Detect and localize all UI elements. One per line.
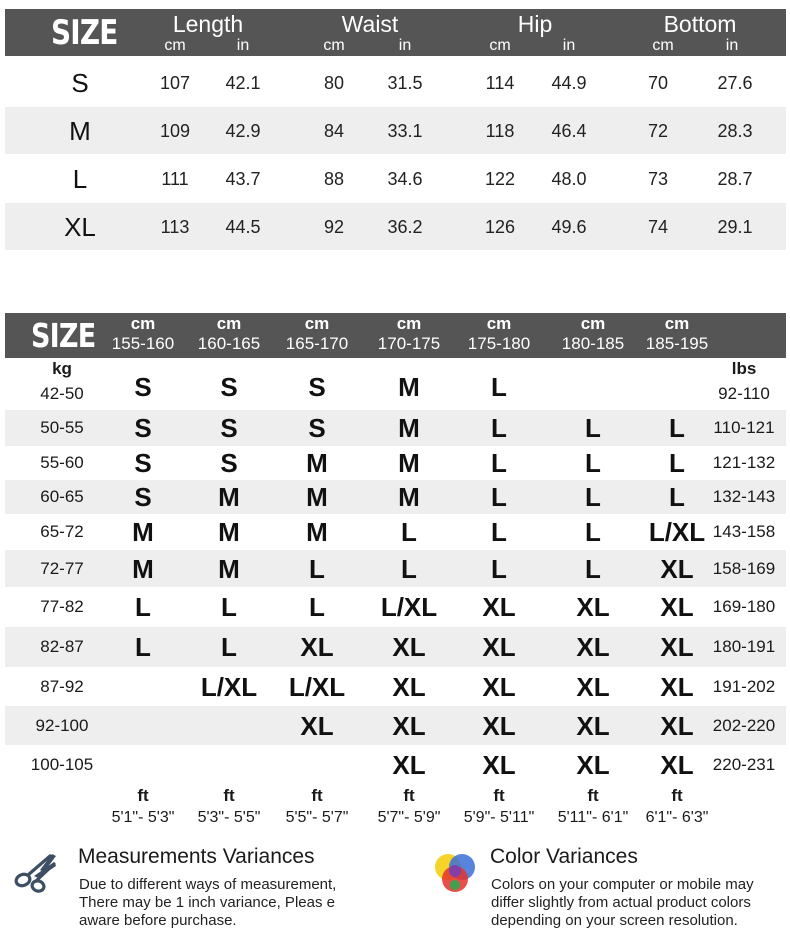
size-cell: S	[134, 372, 152, 402]
weight-range-kg: 50-55	[40, 418, 84, 437]
weight-range-kg: 42-50	[40, 384, 84, 403]
size-cell: XL	[576, 711, 610, 741]
measurement-value: 27.6	[717, 73, 753, 93]
size-cell: L	[309, 592, 325, 622]
measurement-value: 43.7	[225, 169, 261, 189]
measurement-value: 107	[159, 73, 191, 93]
measurement-value: 111	[161, 169, 189, 189]
size-cell: L	[221, 632, 237, 662]
height-range: 155-160	[111, 334, 175, 353]
size-cell: XL	[300, 632, 334, 662]
size-row	[5, 667, 786, 706]
size-cell: S	[134, 413, 152, 443]
size-cell: M	[218, 554, 240, 584]
size-cell: XL	[482, 672, 516, 702]
size-label: L	[72, 164, 88, 194]
weight-range-kg: 72-77	[40, 559, 84, 578]
size-cell: L	[491, 554, 507, 584]
weight-range-lbs: 132-143	[712, 487, 776, 506]
height-unit-cm: cm	[486, 314, 512, 333]
size-cell: M	[398, 413, 420, 443]
size-cell: S	[308, 413, 326, 443]
size-cell: XL	[482, 632, 516, 662]
height-range: 160-165	[197, 334, 261, 353]
size-cell: L	[491, 482, 507, 512]
color-wheel-icon	[430, 848, 480, 898]
size-cell: S	[220, 413, 238, 443]
size-label: S	[71, 68, 89, 98]
measurement-value: 74	[647, 217, 669, 237]
size-cell: XL	[660, 711, 694, 741]
weight-unit-lbs: lbs	[731, 359, 757, 378]
size-cell: S	[220, 448, 238, 478]
measurement-value: 34.6	[387, 169, 423, 189]
color-variances-title: Color Variances	[490, 845, 638, 868]
height-unit-cm: cm	[130, 314, 156, 333]
weight-range-kg: 60-65	[40, 487, 84, 506]
height-range: 185-195	[645, 334, 709, 353]
height-range-ft: 5'11"- 6'1"	[557, 809, 629, 826]
size-cell: L	[669, 448, 685, 478]
height-unit-ft: ft	[137, 786, 149, 805]
measurement-value: 109	[159, 121, 191, 141]
measurement-value: 42.1	[225, 73, 261, 93]
size-cell: L	[585, 448, 601, 478]
measurement-table-header	[5, 9, 786, 56]
size-cell: XL	[576, 592, 610, 622]
measurement-value: 88	[323, 169, 345, 189]
height-range-ft: 5'5"- 5'7"	[285, 809, 349, 826]
size-cell: XL	[482, 750, 516, 780]
height-unit-cm: cm	[396, 314, 422, 333]
height-range-ft: 5'3"- 5'5"	[197, 809, 261, 826]
weight-range-kg: 77-82	[40, 597, 84, 616]
size-cell: L/XL	[200, 672, 258, 702]
measurement-value: 29.1	[717, 217, 753, 237]
size-cell: L/XL	[648, 517, 706, 547]
measurement-value: 28.3	[717, 121, 753, 141]
size-cell: L	[585, 413, 601, 443]
size-row	[5, 514, 786, 550]
column-name-bottom: Bottom	[663, 11, 737, 37]
measurement-variances-title: Measurements Variances	[78, 845, 315, 868]
height-unit-ft: ft	[493, 786, 505, 805]
size-logo: SIZE	[31, 316, 96, 355]
unit-label: cm	[652, 37, 674, 54]
height-range-ft: 6'1"- 6'3"	[645, 809, 709, 826]
height-unit-ft: ft	[223, 786, 235, 805]
measurement-row	[5, 59, 786, 106]
measurement-value: 42.9	[225, 121, 261, 141]
measurement-value: 46.4	[551, 121, 587, 141]
size-cell: XL	[576, 750, 610, 780]
size-cell: XL	[392, 632, 426, 662]
size-cell: L	[401, 517, 417, 547]
size-row	[5, 446, 786, 480]
size-cell: M	[132, 517, 154, 547]
unit-label: cm	[489, 37, 511, 54]
measurement-value: 122	[484, 169, 516, 189]
height-unit-cm: cm	[304, 314, 330, 333]
measurement-note-line: aware before purchase.	[79, 912, 237, 929]
size-cell: S	[134, 482, 152, 512]
size-cell: M	[306, 482, 328, 512]
size-cell: L	[669, 413, 685, 443]
weight-range-kg: 65-72	[40, 522, 84, 541]
height-range: 180-185	[561, 334, 625, 353]
size-cell: S	[134, 448, 152, 478]
size-cell: XL	[660, 554, 694, 584]
weight-range-kg: 100-105	[30, 755, 94, 774]
weight-range-kg: 87-92	[40, 677, 84, 696]
size-row	[5, 745, 786, 785]
size-cell: XL	[392, 750, 426, 780]
size-logo: SIZE	[51, 13, 118, 53]
size-cell: L	[135, 632, 151, 662]
weight-range-lbs: 202-220	[712, 716, 776, 735]
measurement-value: 118	[485, 121, 515, 141]
size-cell: XL	[392, 711, 426, 741]
unit-label: in	[725, 37, 739, 54]
height-range: 175-180	[467, 334, 531, 353]
size-cell: M	[306, 517, 328, 547]
weight-range-lbs: 169-180	[712, 597, 776, 616]
height-unit-ft: ft	[403, 786, 415, 805]
size-cell: XL	[660, 592, 694, 622]
height-unit-ft: ft	[587, 786, 599, 805]
size-cell: M	[218, 482, 240, 512]
size-cell: L	[585, 554, 601, 584]
height-range: 165-170	[285, 334, 349, 353]
height-unit-ft: ft	[671, 786, 683, 805]
height-range: 170-175	[377, 334, 441, 353]
weight-range-kg: 55-60	[40, 453, 84, 472]
measurement-row	[5, 203, 786, 250]
height-range-ft: 5'7"- 5'9"	[377, 809, 441, 826]
size-row	[5, 550, 786, 587]
size-row	[5, 410, 786, 446]
size-cell: XL	[392, 672, 426, 702]
weight-range-lbs: 121-132	[712, 453, 776, 472]
color-note-line: depending on your screen resolution.	[491, 912, 738, 929]
weight-range-kg: 92-100	[35, 716, 89, 735]
size-cell: L/XL	[380, 592, 438, 622]
measurement-value: 36.2	[387, 217, 423, 237]
size-cell: L	[491, 413, 507, 443]
measurement-value: 44.9	[551, 73, 587, 93]
height-unit-ft: ft	[311, 786, 323, 805]
measurement-value: 33.1	[387, 121, 423, 141]
size-cell: XL	[660, 750, 694, 780]
size-cell: S	[308, 372, 326, 402]
size-recommendation-header	[5, 313, 786, 358]
height-unit-cm: cm	[580, 314, 606, 333]
size-row	[5, 706, 786, 745]
measurement-value: 28.7	[717, 169, 753, 189]
unit-label: cm	[323, 37, 345, 54]
unit-label: cm	[164, 37, 186, 54]
measurement-value: 70	[647, 73, 669, 93]
size-cell: L	[585, 517, 601, 547]
weight-range-kg: 82-87	[40, 637, 84, 656]
size-cell: XL	[660, 672, 694, 702]
measurement-value: 114	[485, 73, 515, 93]
weight-unit-kg: kg	[52, 359, 72, 378]
size-cell: M	[398, 448, 420, 478]
height-range-ft: 5'1"- 5'3"	[111, 809, 175, 826]
unit-label: in	[236, 37, 250, 54]
size-cell: L	[669, 482, 685, 512]
measurement-value: 31.5	[387, 73, 423, 93]
measurement-value: 44.5	[225, 217, 261, 237]
unit-label: in	[562, 37, 576, 54]
measurement-value: 48.0	[551, 169, 587, 189]
column-name-length: Length	[172, 11, 244, 37]
size-cell: XL	[660, 632, 694, 662]
weight-range-lbs: 191-202	[712, 677, 776, 696]
height-range-ft: 5'9"- 5'11"	[463, 809, 535, 826]
size-cell: L	[401, 554, 417, 584]
measurement-row	[5, 107, 786, 154]
size-cell: L	[491, 448, 507, 478]
weight-range-lbs: 143-158	[712, 522, 776, 541]
size-cell: XL	[576, 672, 610, 702]
weight-range-lbs: 110-121	[713, 418, 775, 437]
size-cell: L	[135, 592, 151, 622]
size-cell: M	[218, 517, 240, 547]
size-row	[5, 480, 786, 514]
measurement-value: 49.6	[551, 217, 587, 237]
height-unit-cm: cm	[664, 314, 690, 333]
color-note-line: Colors on your computer or mobile may	[491, 876, 754, 893]
size-row	[5, 627, 786, 667]
size-cell: M	[398, 482, 420, 512]
weight-range-lbs: 158-169	[712, 559, 776, 578]
measurement-value: 113	[160, 217, 190, 237]
unit-label: in	[398, 37, 412, 54]
measurement-value: 73	[647, 169, 669, 189]
size-cell: XL	[482, 592, 516, 622]
measurement-note-line: There may be 1 inch variance, Pleas e	[79, 894, 335, 911]
size-cell: XL	[576, 632, 610, 662]
size-cell: L/XL	[288, 672, 346, 702]
weight-range-lbs: 180-191	[712, 637, 776, 656]
scissors-icon	[10, 850, 60, 896]
size-label: XL	[64, 212, 96, 242]
size-cell: XL	[482, 711, 516, 741]
column-name-hip: Hip	[517, 11, 553, 37]
measurement-value: 92	[323, 217, 345, 237]
size-cell: L	[585, 482, 601, 512]
size-cell: XL	[300, 711, 334, 741]
size-cell: M	[306, 448, 328, 478]
measurement-row	[5, 155, 786, 202]
size-row	[5, 372, 786, 410]
measurement-note-line: Due to different ways of measurement,	[79, 876, 337, 893]
size-cell: S	[220, 372, 238, 402]
column-name-waist: Waist	[341, 11, 399, 37]
weight-range-lbs: 92-110	[718, 384, 770, 403]
size-row	[5, 587, 786, 627]
measurement-value: 126	[484, 217, 516, 237]
size-label: M	[69, 116, 91, 146]
weight-range-lbs: 220-231	[712, 755, 776, 774]
measurement-value: 72	[647, 121, 669, 141]
size-cell: M	[398, 372, 420, 402]
size-cell: L	[491, 517, 507, 547]
color-note-line: differ slightly from actual product colors	[491, 894, 751, 911]
size-cell: L	[309, 554, 325, 584]
measurement-value: 80	[323, 73, 345, 93]
size-cell: L	[221, 592, 237, 622]
measurement-value: 84	[323, 121, 345, 141]
size-cell: M	[132, 554, 154, 584]
size-cell: L	[491, 372, 507, 402]
height-unit-cm: cm	[216, 314, 242, 333]
